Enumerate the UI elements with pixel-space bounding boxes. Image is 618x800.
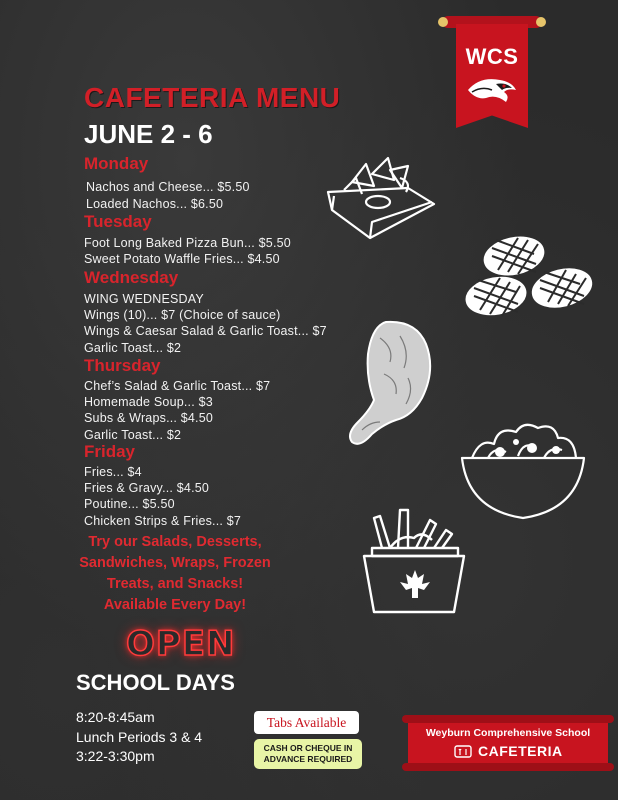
salad-bowl-icon [458, 418, 588, 522]
day-tuesday: Tuesday [84, 212, 152, 231]
footer-school-name: Weyburn Comprehensive School [425, 727, 591, 739]
day-monday: Monday [84, 154, 149, 173]
menu-item: Garlic Toast... $2 [84, 341, 182, 355]
payment-note-line: CASH OR CHEQUE IN [263, 743, 353, 753]
school-days-heading: SCHOOL DAYS [76, 670, 235, 695]
promo-line: Try our Salads, Desserts, [88, 534, 262, 550]
menu-item: Subs & Wraps... $4.50 [84, 411, 214, 425]
eagle-icon [466, 72, 518, 108]
menu-title: CAFETERIA MENU [84, 82, 341, 113]
menu-item: Poutine... $5.50 [84, 497, 175, 511]
promo-line: Available Every Day! [103, 597, 247, 613]
menu-item: Fries & Gravy... $4.50 [84, 481, 210, 495]
open-neon-sign: OPEN [126, 624, 236, 664]
promo-line: Sandwiches, Wraps, Frozen [79, 555, 271, 571]
menu-item: Wings & Caesar Salad & Garlic Toast... $7 [84, 324, 327, 338]
waffle-fries-icon [458, 230, 598, 325]
hours-line: Lunch Periods 3 & 4 [76, 728, 203, 745]
hours-line: 8:20-8:45am [76, 709, 155, 725]
menu-item: Wings (10)... $7 (Choice of sauce) [84, 308, 281, 322]
nachos-icon [322, 152, 442, 244]
menu-item: Homemade Soup... $3 [84, 395, 213, 409]
hours-line: 3:22-3:30pm [76, 748, 155, 764]
promo-text [50, 532, 300, 616]
cafeteria-tray-icon [454, 743, 472, 759]
payment-note-badge [254, 739, 362, 769]
menu-date: JUNE 2 - 6 [84, 119, 213, 149]
wcs-logo-banner [442, 14, 542, 132]
menu-item: Loaded Nachos... $6.50 [86, 197, 224, 211]
poutine-icon [360, 508, 470, 616]
logo-text: WCS [465, 44, 519, 69]
menu-item: Garlic Toast... $2 [84, 428, 182, 442]
day-friday: Friday [84, 442, 136, 461]
menu-item: WING WEDNESDAY [84, 292, 204, 306]
payment-note-line: ADVANCE REQUIRED [263, 754, 353, 764]
menu-item: Fries... $4 [84, 465, 142, 479]
chicken-wing-icon [344, 318, 440, 454]
promo-line: Treats, and Snacks! [106, 576, 244, 592]
day-wednesday: Wednesday [84, 268, 179, 287]
menu-item: Chicken Strips & Fries... $7 [84, 514, 242, 528]
cafeteria-footer-banner [408, 719, 608, 767]
footer-cafeteria-label: CAFETERIA [478, 743, 563, 759]
day-thursday: Thursday [84, 356, 161, 375]
menu-item: Nachos and Cheese... $5.50 [86, 180, 250, 194]
hours-list [76, 708, 202, 767]
menu-item: Foot Long Baked Pizza Bun... $5.50 [84, 236, 291, 250]
menu-item: Chef’s Salad & Garlic Toast... $7 [84, 379, 271, 393]
menu-item: Sweet Potato Waffle Fries... $4.50 [84, 252, 280, 266]
tabs-available-badge: Tabs Available [254, 711, 359, 734]
